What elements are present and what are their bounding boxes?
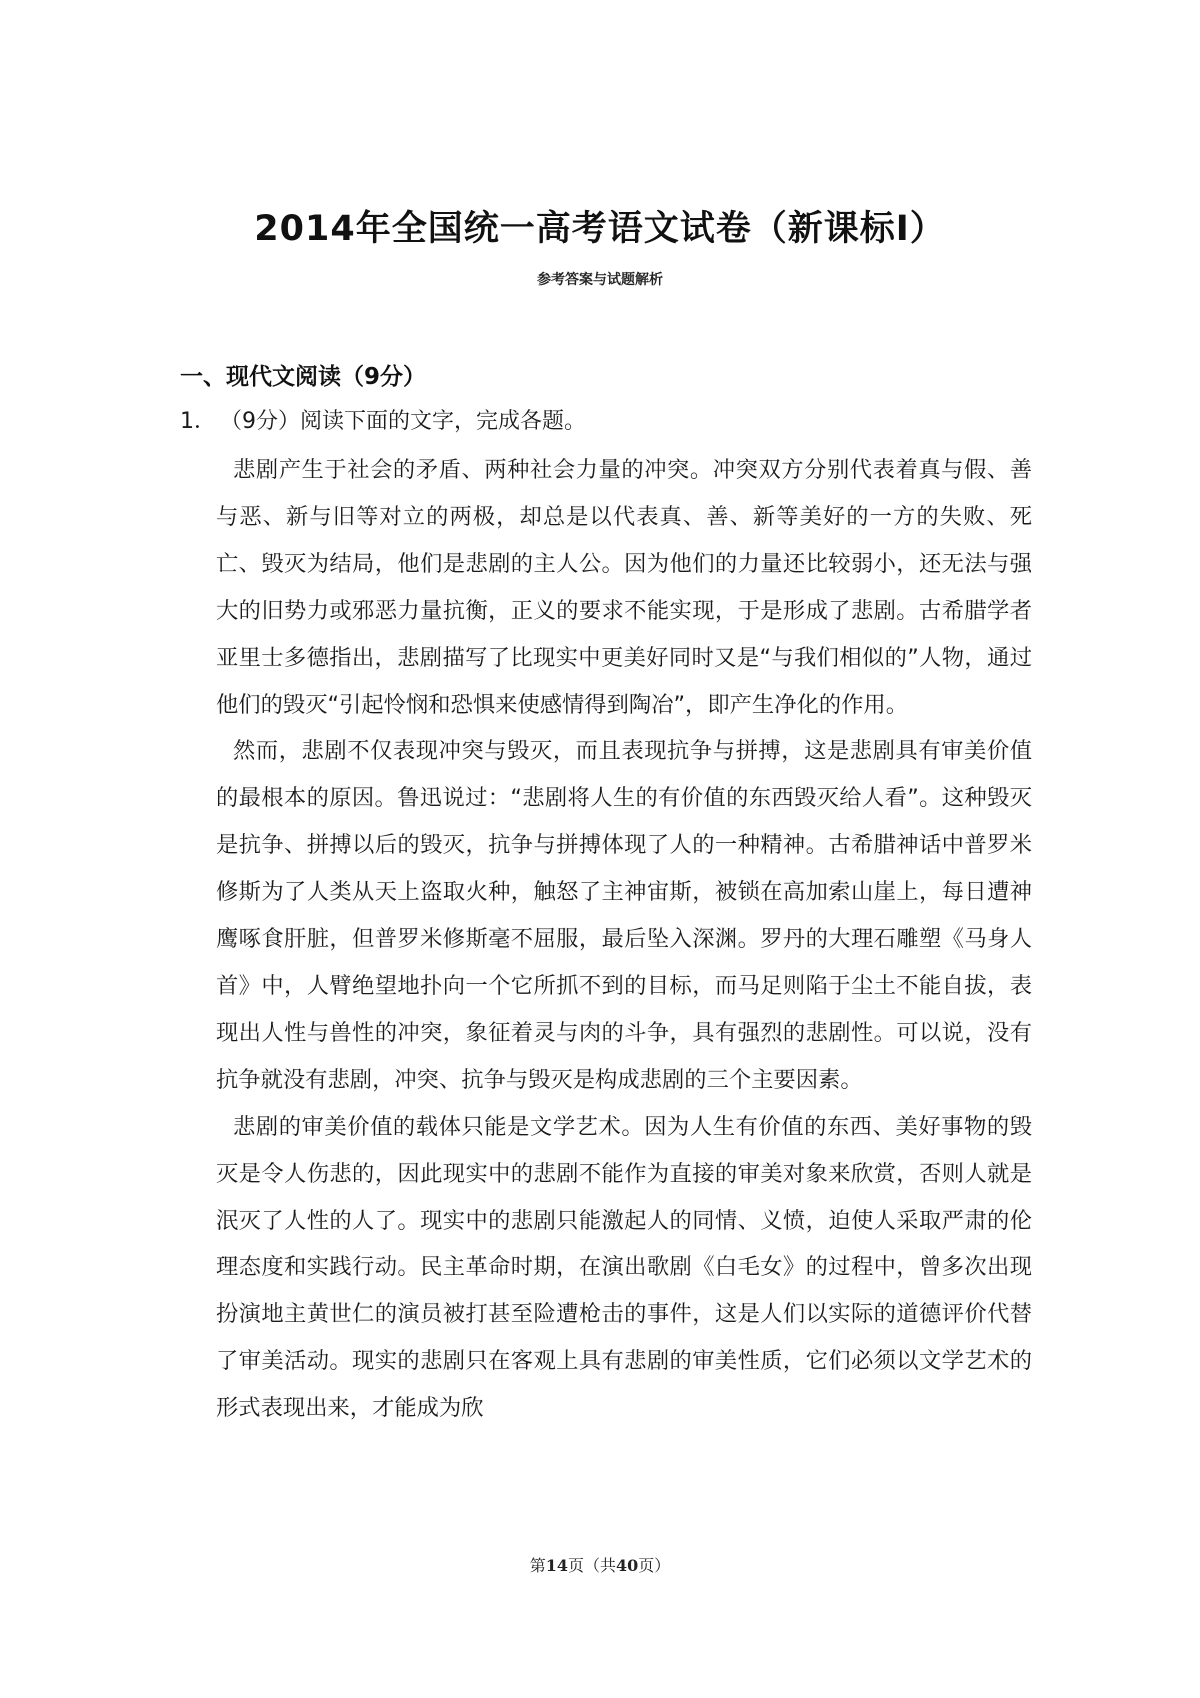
document-title: 2014年全国统一高考语文试卷（新课标Ⅰ） xyxy=(254,209,946,249)
section-heading: 一、现代文阅读（9分） xyxy=(180,364,427,390)
question-number: 1． xyxy=(180,409,216,434)
footer-prefix: 第 xyxy=(529,1556,546,1575)
document-subtitle: 参考答案与试题解析 xyxy=(537,272,663,288)
question-prompt: （9分）阅读下面的文字，完成各题。 xyxy=(220,409,586,434)
footer-suffix: 页） xyxy=(638,1556,671,1575)
passage-paragraph-3: 悲剧的审美价值的载体只能是文学艺术。因为人生有价值的东西、美好事物的毁灭是令人伤悲的，因此现实中的悲剧不能作为直接的审美对象来欣赏，否则人就是泯灭了人性的人了。现实中的悲剧只能激起人的同情、义愤，迫使人采取严肃的伦理态度和实践行动。民主革命时期，在演出歌剧《白毛女》的过程中，曾多次出现扮演地主黄世仁的演员被打甚至险遭枪击的事件，这是人们以实际的道德评价代替了审美活动。现实的悲剧只在客观上具有悲剧的审美性质，它们必须以文学艺术的形式表现出来，才能成为欣 xyxy=(216,1113,1032,1422)
page-footer xyxy=(0,1555,1200,1577)
current-page-number: 14 xyxy=(545,1556,568,1575)
reading-passage xyxy=(216,447,1032,1432)
question-line xyxy=(180,405,1040,439)
footer-middle: 页（共 xyxy=(567,1556,616,1575)
passage-paragraph-1: 悲剧产生于社会的矛盾、两种社会力量的冲突。冲突双方分别代表着真与假、善与恶、新与旧等对立的两极，却总是以代表真、善、新等美好的一方的失败、死亡、毁灭为结局，他们是悲剧的主人公。因为他们的力量还比较弱小，还无法与强大的旧势力或邪恶力量抗衡，正义的要求不能实现，于是形成了悲剧。古希腊学者亚里士多德指出，悲剧描写了比现实中更美好同时又是“与我们相似的”人物，通过他们的毁灭“引起怜悯和恐惧来使感情得到陶冶”，即产生净化的作用。 xyxy=(216,457,1032,718)
passage-paragraph-2: 然而，悲剧不仅表现冲突与毁灭，而且表现抗争与拼搏，这是悲剧具有审美价值的最根本的原因。鲁迅说过：“悲剧将人生的有价值的东西毁灭给人看”。这种毁灭是抗争、拼搏以后的毁灭，抗争与拼搏体现了人的一种精神。古希腊神话中普罗米修斯为了人类从天上盗取火种，触怒了主神宙斯，被锁在高加索山崖上，每日遭神鹰啄食肝脏，但普罗米修斯毫不屈服，最后坠入深渊。罗丹的大理石雕塑《马身人首》中，人臂绝望地扑向一个它所抓不到的目标，而马足则陷于尘土不能自拔，表现出人性与兽性的冲突，象征着灵与肉的斗争，具有强烈的悲剧性。可以说，没有抗争就没有悲剧，冲突、抗争与毁灭是构成悲剧的三个主要因素。 xyxy=(216,738,1032,1093)
total-pages-number: 40 xyxy=(616,1556,639,1575)
